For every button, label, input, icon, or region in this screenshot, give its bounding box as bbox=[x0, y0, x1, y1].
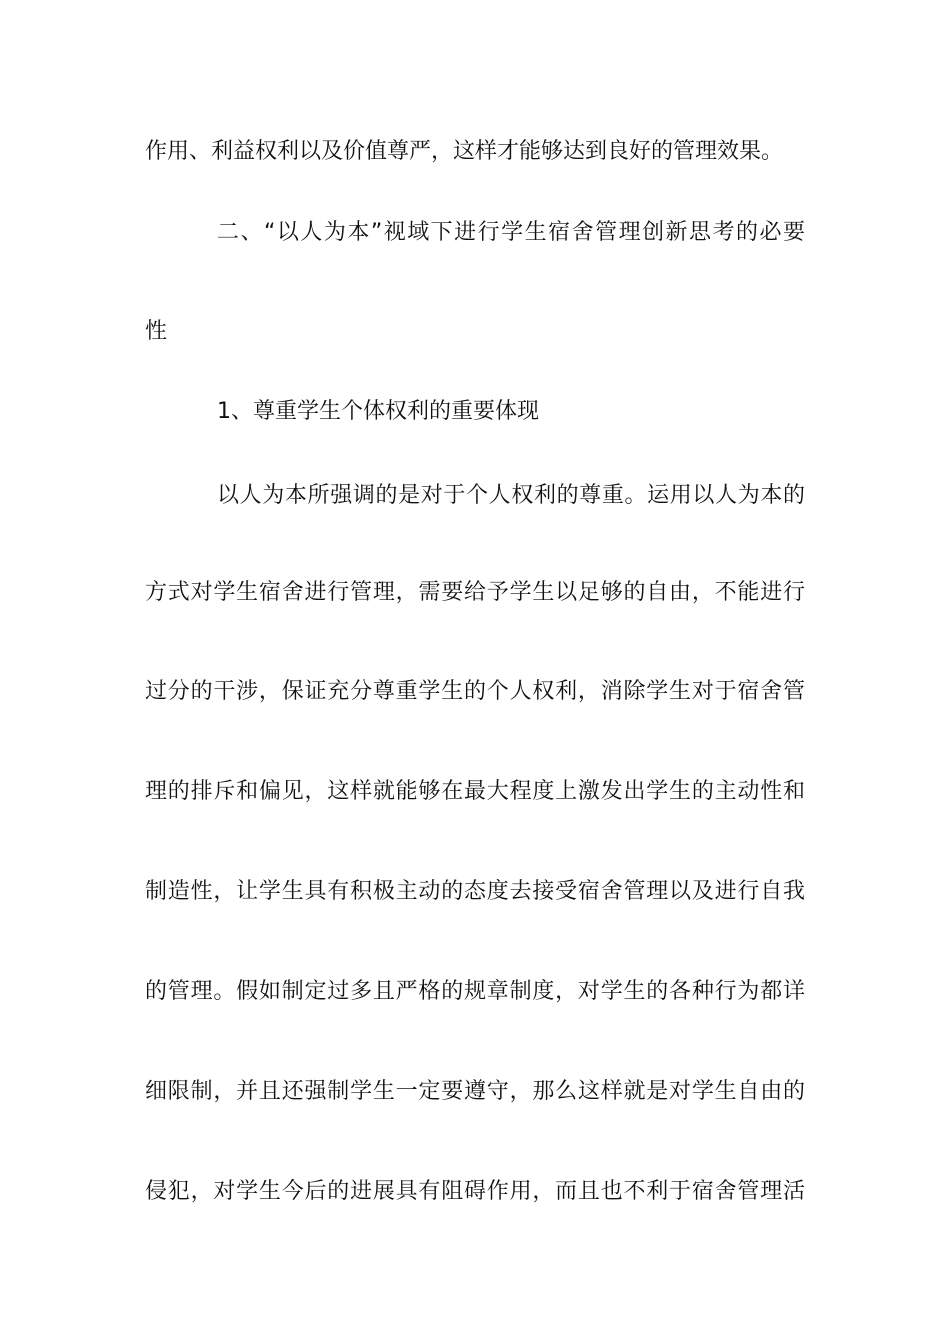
body-line-2: 方式对学生宿舍进行管理，需要给予学生以足够的自由，不能进行 bbox=[145, 580, 805, 605]
section-heading-line-1: 二、“以人为本”视域下进行学生宿舍管理创新思考的必要 bbox=[217, 220, 805, 245]
body-line-8: 侵犯，对学生今后的进展具有阻碍作用，而且也不利于宿舍管理活 bbox=[145, 1179, 805, 1204]
body-line-6: 的管理。假如制定过多且严格的规章制度，对学生的各种行为都详 bbox=[145, 979, 805, 1004]
body-line-5: 制造性，让学生具有积极主动的态度去接受宿舍管理以及进行自我 bbox=[145, 879, 805, 904]
body-line-1: 以人为本所强调的是对于个人权利的尊重。运用以人为本的 bbox=[217, 483, 805, 508]
body-line-3: 过分的干涉，保证充分尊重学生的个人权利，消除学生对于宿舍管 bbox=[145, 679, 805, 704]
paragraph-line-1: 作用、利益权利以及价值尊严，这样才能够达到良好的管理效果。 bbox=[145, 139, 784, 164]
body-line-4: 理的排斥和偏见，这样就能够在最大程度上激发出学生的主动性和 bbox=[145, 779, 805, 804]
body-line-7: 细限制，并且还强制学生一定要遵守，那么这样就是对学生自由的 bbox=[145, 1079, 805, 1104]
section-heading-line-2: 性 bbox=[145, 319, 168, 344]
subsection-heading: 1、尊重学生个体权利的重要体现 bbox=[217, 399, 539, 424]
